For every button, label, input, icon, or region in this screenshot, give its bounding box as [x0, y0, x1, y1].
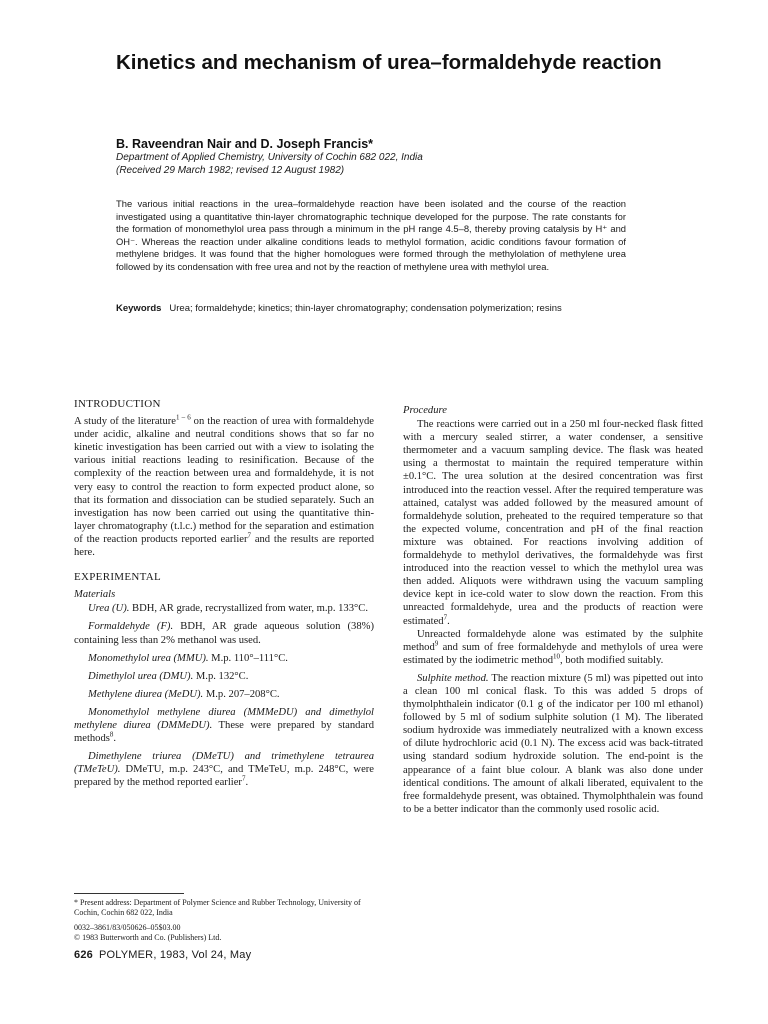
keywords-text: Urea; formaldehyde; kinetics; thin-layer chromatography; condensation polymerization; resins [169, 303, 562, 314]
left-column [74, 398, 374, 789]
material-dmetu: Dimethylene triurea (DMeTU) and trimethylene tetraurea (TMeTeU). DMeTU, m.p. 243°C, and TMeTeU, m.p. 248°C, were prepared by the method reported earlier$^7$. [74, 751, 374, 789]
article-title: Kinetics and mechanism of urea–formaldehyde reaction [116, 51, 662, 74]
keywords [116, 303, 636, 316]
issn-code: 0032–3861/83/050626–05$03.00 [74, 923, 181, 932]
issn-block [74, 923, 221, 943]
material-medu: Methylene diurea (MeDU). M.p. 207–208°C. [88, 688, 280, 700]
received-dates: (Received 29 March 1982; revised 12 August 1982) [116, 164, 345, 176]
materials-heading: Materials [74, 589, 116, 601]
introduction-paragraph: A study of the literature$^{1 - 6}$ on the reaction of urea with formaldehyde under acidic, alkaline and neutral conditions shows that so far no kinetic investigation has been carried out with a view to isolating the various initial reactions leading to resinification. Because of the complexity of the reaction between urea and formaldehyde, it is not very easy to control the reaction to form expected product alone, so that its formation and dissociation can be studied separately. Such an investigation has now been carried out using the quantitative thin-layer chromatography (t.l.c.) method for the separation and estimation of the reaction products reported earlier$^7$ and the results are reported here. [74, 413, 374, 559]
citation: 10 [553, 652, 561, 661]
affiliation-block [116, 152, 423, 177]
citation: 9 [434, 639, 439, 648]
material-formaldehyde: Formaldehyde (F). BDH, AR grade aqueous solution (38%) containing less than 2% methanol was used. [74, 621, 374, 646]
right-column [403, 404, 703, 816]
introduction-heading: INTRODUCTION [74, 398, 161, 410]
procedure-paragraph: The reactions were carried out in a 250 ml four-necked flask fitted with a mercury sealed stirrer, a water condenser, a sensitive thermometer and a vacuum sampling device. The flask was heated using a thermostat to maintain the required temperature within ±0.1°C. The urea solution at the desired concentration was first introduced into the reaction vessel. After the required temperature was attained, catalyst was added followed by the measured amount of formaldehyde solution, preheated to the required temperature so that the expected volume, concentration and pH of the final reaction mixture was obtained. For reactions involving addition of formaldehyde to methylol derivatives, the formaldehyde was first introduced into the reaction vessel to which the methylol urea was then added. Aliquots were withdrawn using the vacuum sampling device kept in ice-cold water to slow down the reaction. From this unreacted formaldehyde, urea and the products of reaction were estimated$^7$. [403, 419, 703, 627]
affiliation: Department of Applied Chemistry, University of Cochin 682 022, India [116, 152, 423, 163]
abstract: The various initial reactions in the urea–formaldehyde reaction have been isolated and the course of the reaction investigated using a quantitative thin-layer chromatographic technique developed for the purpose. The rate constants for the formation of monomethylol urea pass through a minimum in the pH range 4.5–8, thereby proving catalysis by H⁺ and OH⁻. Whereas the reaction under alkaline conditions leads to methylol formation, acidic conditions favour formation of methylene bridges. It was found that the higher homologues were formed through the methylolation of methylene urea followed by its condensation with free urea and not by the reaction of methylene urea with methylol urea. [116, 198, 626, 272]
page-number: 626 [74, 949, 93, 961]
material-dmu: Dimethylol urea (DMU). M.p. 132°C. [88, 670, 249, 682]
citation: 7 [241, 774, 246, 783]
material-mmmedu: Monomethylol methylene diurea (MMMeDU) and dimethylol methylene diurea (DMMeDU). These were prepared by standard methods$^8$. [74, 706, 374, 745]
citation: 8 [109, 730, 114, 739]
citation: 1 – 6 [176, 413, 191, 422]
material-mmu: Monomethylol urea (MMU). M.p. 110°–111°C. [88, 652, 288, 664]
citation: 7 [247, 531, 252, 540]
estimation-paragraph: Unreacted formaldehyde alone was estimated by the sulphite method$^9$ and sum of free formaldehyde and methylols of urea were estimated by the iodimetric method$^{10}$, both modified suitably. [403, 628, 703, 666]
footnote: * Present address: Department of Polymer Science and Rubber Technology, University of Cochin, Cochin 682 022, India [74, 898, 361, 917]
material-urea: Urea (U). BDH, AR grade, recrystallized from water, m.p. 133°C. [88, 603, 368, 615]
citation: 7 [443, 612, 448, 621]
article-authors: B. Raveendran Nair and D. Joseph Francis* [116, 137, 374, 151]
procedure-heading: Procedure [403, 405, 447, 416]
sulphite-method-paragraph: Sulphite method. The reaction mixture (5 ml) was pipetted out into a clean 100 ml conical flask. To this was added 5 drops of thymolphthalein indicator (0.1 g of the indicator per 100 ml ethanol) followed by 5 ml of sodium sulphite solution (1 M). The liberated sodium hydroxide was immediately neutralized with a known excess of dilute hydrochloric acid (0.1 N). The excess acid was back-titrated using standard sodium hydroxide solution. The end-point is the appearance of a faint blue colour. A blank was also done under identical conditions. The amount of alkali liberated, equivalent to the free formaldehyde present, was obtained. Thymolphthalein was found to be a better indicator than the commonly used rosolic acid. [403, 672, 704, 815]
experimental-heading: EXPERIMENTAL [74, 571, 162, 584]
journal-citation: POLYMER, 1983, Vol 24, May [98, 949, 252, 961]
keywords-label: Keywords [116, 303, 162, 314]
page-footer [74, 949, 251, 961]
copyright: © 1983 Butterworth and Co. (Publishers) Ltd. [74, 933, 222, 942]
footnote-rule [74, 893, 184, 894]
